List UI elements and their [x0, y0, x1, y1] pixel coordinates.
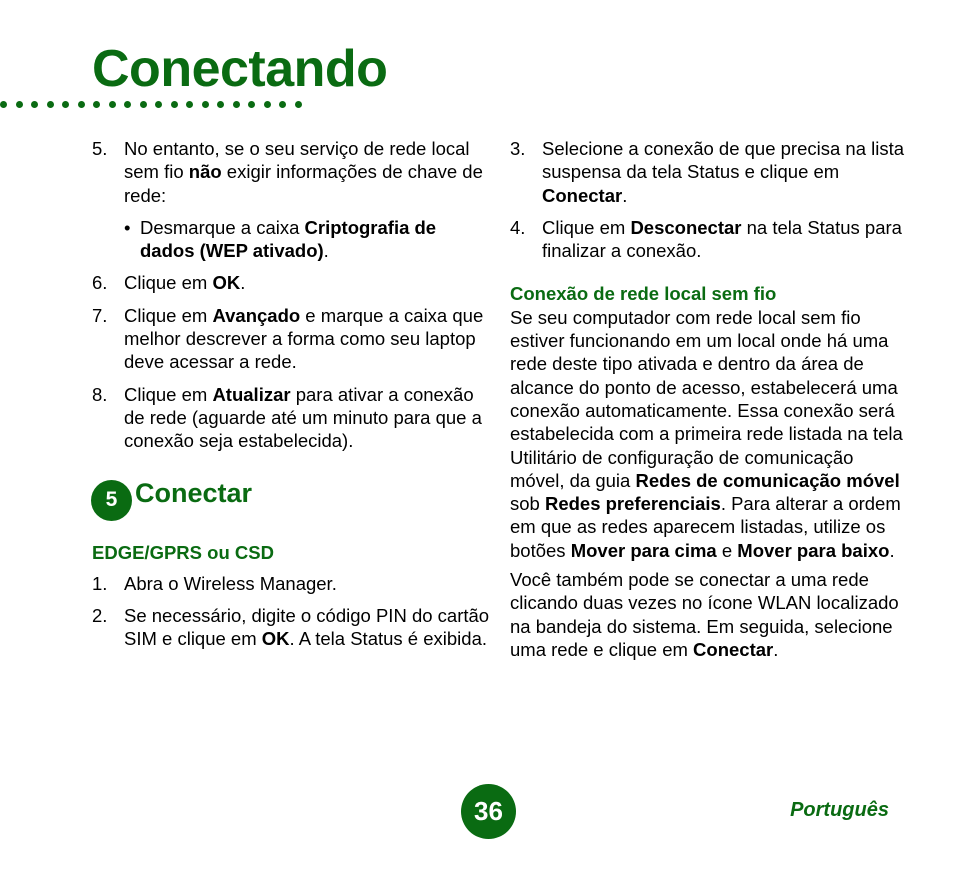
list-item: [92, 572, 492, 595]
body-paragraph: Você também pode se conectar a uma rede clicando duas vezes no ícone WLAN localizado na bandeja do sistema. Em seguida, selecione uma rede e clique em Conectar.: [510, 569, 899, 660]
bullet-icon: •: [124, 216, 131, 238]
dot-icon: [248, 101, 255, 108]
dot-icon: [16, 101, 23, 108]
list-item-text: Clique em Atualizar para ativar a conexão de rede (aguarde até um minuto para que a conexão seja estabelecida).: [124, 383, 482, 452]
section-number-badge: 5: [91, 480, 132, 521]
dot-icon: [171, 101, 178, 108]
language-label: Português: [790, 799, 889, 821]
list-item-number: 5.: [92, 138, 108, 159]
list-item-number: 3.: [510, 138, 526, 159]
section-title: Conectar: [135, 478, 253, 509]
list-item-text: Clique em Desconectar na tela Status para finalizar a conexão.: [542, 216, 902, 262]
dot-icon: [62, 101, 69, 108]
list-item-text: Clique em Avançado e marque a caixa que melhor descrever a forma como seu laptop deve acessar a rede.: [124, 304, 484, 373]
dot-icon: [155, 101, 162, 108]
page-number-badge: 36: [461, 784, 516, 839]
list-item-number: 2.: [92, 605, 108, 627]
bullet-text: Desmarque a caixa Criptografia de dados (WEP ativado).: [140, 216, 437, 262]
list-item-number: 6.: [92, 272, 108, 294]
list-item: [510, 137, 910, 207]
dot-icon: [31, 101, 38, 108]
dot-icon: [186, 101, 193, 108]
list-item-number: 1.: [92, 572, 108, 594]
list-item-text: Abra o Wireless Manager.: [124, 572, 337, 594]
bullet-item: [124, 216, 492, 263]
dot-icon: [295, 101, 302, 108]
list-item-number: 4.: [510, 216, 526, 238]
dot-icon: [140, 101, 147, 108]
page-title: Conectando: [92, 40, 388, 98]
subheading-wlan: Conexão de rede local sem fio: [510, 283, 777, 305]
dot-icon: [279, 101, 286, 108]
dot-icon: [124, 101, 131, 108]
list-item: [92, 383, 492, 453]
subheading-edge: EDGE/GPRS ou CSD: [92, 541, 274, 563]
dotted-rule: [0, 101, 310, 111]
dot-icon: [202, 101, 209, 108]
list-item: [510, 216, 910, 263]
dot-icon: [47, 101, 54, 108]
dot-icon: [78, 101, 85, 108]
dot-icon: [233, 101, 240, 108]
right-column: [510, 137, 910, 667]
list-item-text: Selecione a conexão de que precisa na lista suspensa da tela Status e clique em Conectar.: [542, 138, 905, 206]
dot-icon: [217, 101, 224, 108]
list-item-text: Se necessário, digite o código PIN do cartão SIM e clique em OK. A tela Status é exibida.: [124, 605, 490, 650]
list-item: [92, 137, 492, 207]
left-column: [92, 137, 492, 660]
dot-icon: [93, 101, 100, 108]
list-item: [92, 604, 492, 651]
list-item: [92, 304, 492, 374]
list-item-number: 7.: [92, 304, 108, 326]
section-heading: [92, 480, 492, 521]
list-item-text: Clique em OK.: [124, 272, 246, 294]
dot-icon: [264, 101, 271, 108]
list-item-number: 8.: [92, 383, 108, 405]
dot-icon: [109, 101, 116, 108]
list-item-text: No entanto, se o seu serviço de rede local sem fio não exigir informações de chave de rede:: [124, 138, 483, 206]
body-paragraph: Se seu computador com rede local sem fio estiver funcionando em um local onde há uma rede deste tipo ativada e dentro da área de alcance do ponto de acesso, estabelecerá uma conexão automaticamente. Essa conexão será estabelecida com a primeira rede listada na tela Utilitário de configuração de comunicação móvel, da guia Redes de comunicação móvel sob Redes preferenciais. Para alterar a ordem em que as redes aparecem listadas, utilize os botões Mover para cima e Mover para baixo.: [510, 306, 903, 561]
list-item: [92, 271, 492, 294]
dot-icon: [0, 101, 7, 108]
